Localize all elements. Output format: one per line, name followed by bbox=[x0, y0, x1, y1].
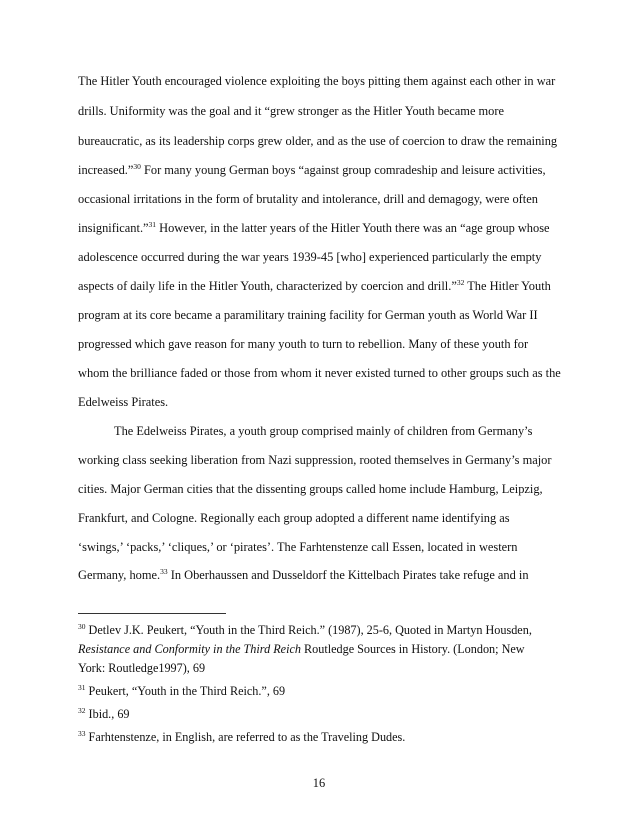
footnote-number: 33 bbox=[78, 729, 86, 738]
footnote-30-line-1: $^{30}$ Detlev J.K. Peukert, “Youth in the Third Reich.” (1987), 25-6, Quoted in Martyn Housden, bbox=[78, 622, 532, 637]
footnote-number: 32 bbox=[78, 706, 86, 715]
body-line-4: increased.”$^{30}$ For many young German boys “against group comradeship and leisure activities, bbox=[78, 162, 546, 177]
body-line-6: insignificant.”$^{31}$ However, in the latter years of the Hitler Youth there was an “age group whose bbox=[78, 220, 550, 235]
body-line-12: Edelweiss Pirates. bbox=[78, 395, 169, 409]
body-line-17: ‘swings,’ ‘packs,’ ‘cliques,’ or ‘pirates’. The Farhtenstenze call Essen, located in western bbox=[78, 540, 518, 554]
footnote-30-line-3: York: Routledge1997), 69 bbox=[78, 661, 206, 675]
body-line-18: Germany, home.$^{33}$ In Oberhaussen and Dusseldorf the Kittelbach Pirates take refuge and in bbox=[78, 567, 529, 582]
body-line-13: The Edelweiss Pirates, a youth group comprised mainly of children from Germany’s bbox=[114, 424, 533, 438]
body-line-11: whom the brilliance faded or those from whom it never existed turned to other groups such as the bbox=[78, 366, 561, 380]
footnote-separator bbox=[78, 613, 226, 614]
footnote-33: $^{33}$ Farhtenstenze, in English, are referred to as the Traveling Dudes. bbox=[78, 729, 406, 744]
body-line-14: working class seeking liberation from Nazi suppression, rooted themselves in Germany’s major bbox=[78, 453, 552, 467]
body-line-8: aspects of daily life in the Hitler Youth, characterized by coercion and drill.”$^{32}$ The Hitler Youth bbox=[78, 278, 551, 293]
footnote-marker: 30 bbox=[133, 162, 141, 171]
body-line-5: occasional irritations in the form of brutality and intolerance, drill and demagogy, were often bbox=[78, 192, 538, 206]
body-line-15: cities. Major German cities that the dissenting groups called home include Hamburg, Leipzig, bbox=[78, 482, 543, 496]
footnote-number: 31 bbox=[78, 683, 86, 692]
body-line-9: program at its core became a paramilitary training facility for German youth as World War II bbox=[78, 308, 538, 322]
footnote-30-line-2: Resistance and Conformity in the Third Reich Routledge Sources in History. (London; New bbox=[78, 642, 525, 656]
footnote-marker: 32 bbox=[456, 278, 465, 287]
footnote-31: $^{31}$ Peukert, “Youth in the Third Reich.”, 69 bbox=[78, 683, 286, 698]
footnote-marker: 31 bbox=[148, 220, 157, 229]
footnote-marker: 33 bbox=[160, 567, 168, 576]
book-title: Resistance and Conformity in the Third Reich bbox=[78, 642, 301, 656]
body-line-7: adolescence occurred during the war years 1939-45 [who] experienced particularly the empty bbox=[78, 250, 542, 264]
footnote-32: $^{32}$ Ibid., 69 bbox=[78, 706, 130, 721]
body-line-1: The Hitler Youth encouraged violence exploiting the boys pitting them against each other in war bbox=[78, 74, 556, 88]
body-line-16: Frankfurt, and Cologne. Regionally each group adopted a different name identifying as bbox=[78, 511, 510, 525]
footnote-number: 30 bbox=[78, 622, 86, 631]
body-line-10: progressed which gave reason for many youth to turn to rebellion. Many of these youth for bbox=[78, 337, 529, 351]
body-line-2: drills. Uniformity was the goal and it “grew stronger as the Hitler Youth became more bbox=[78, 104, 504, 118]
body-line-3: bureaucratic, as its leadership corps grew older, and as the use of coercion to draw the remaining bbox=[78, 134, 558, 148]
page-number: 16 bbox=[312, 776, 326, 790]
